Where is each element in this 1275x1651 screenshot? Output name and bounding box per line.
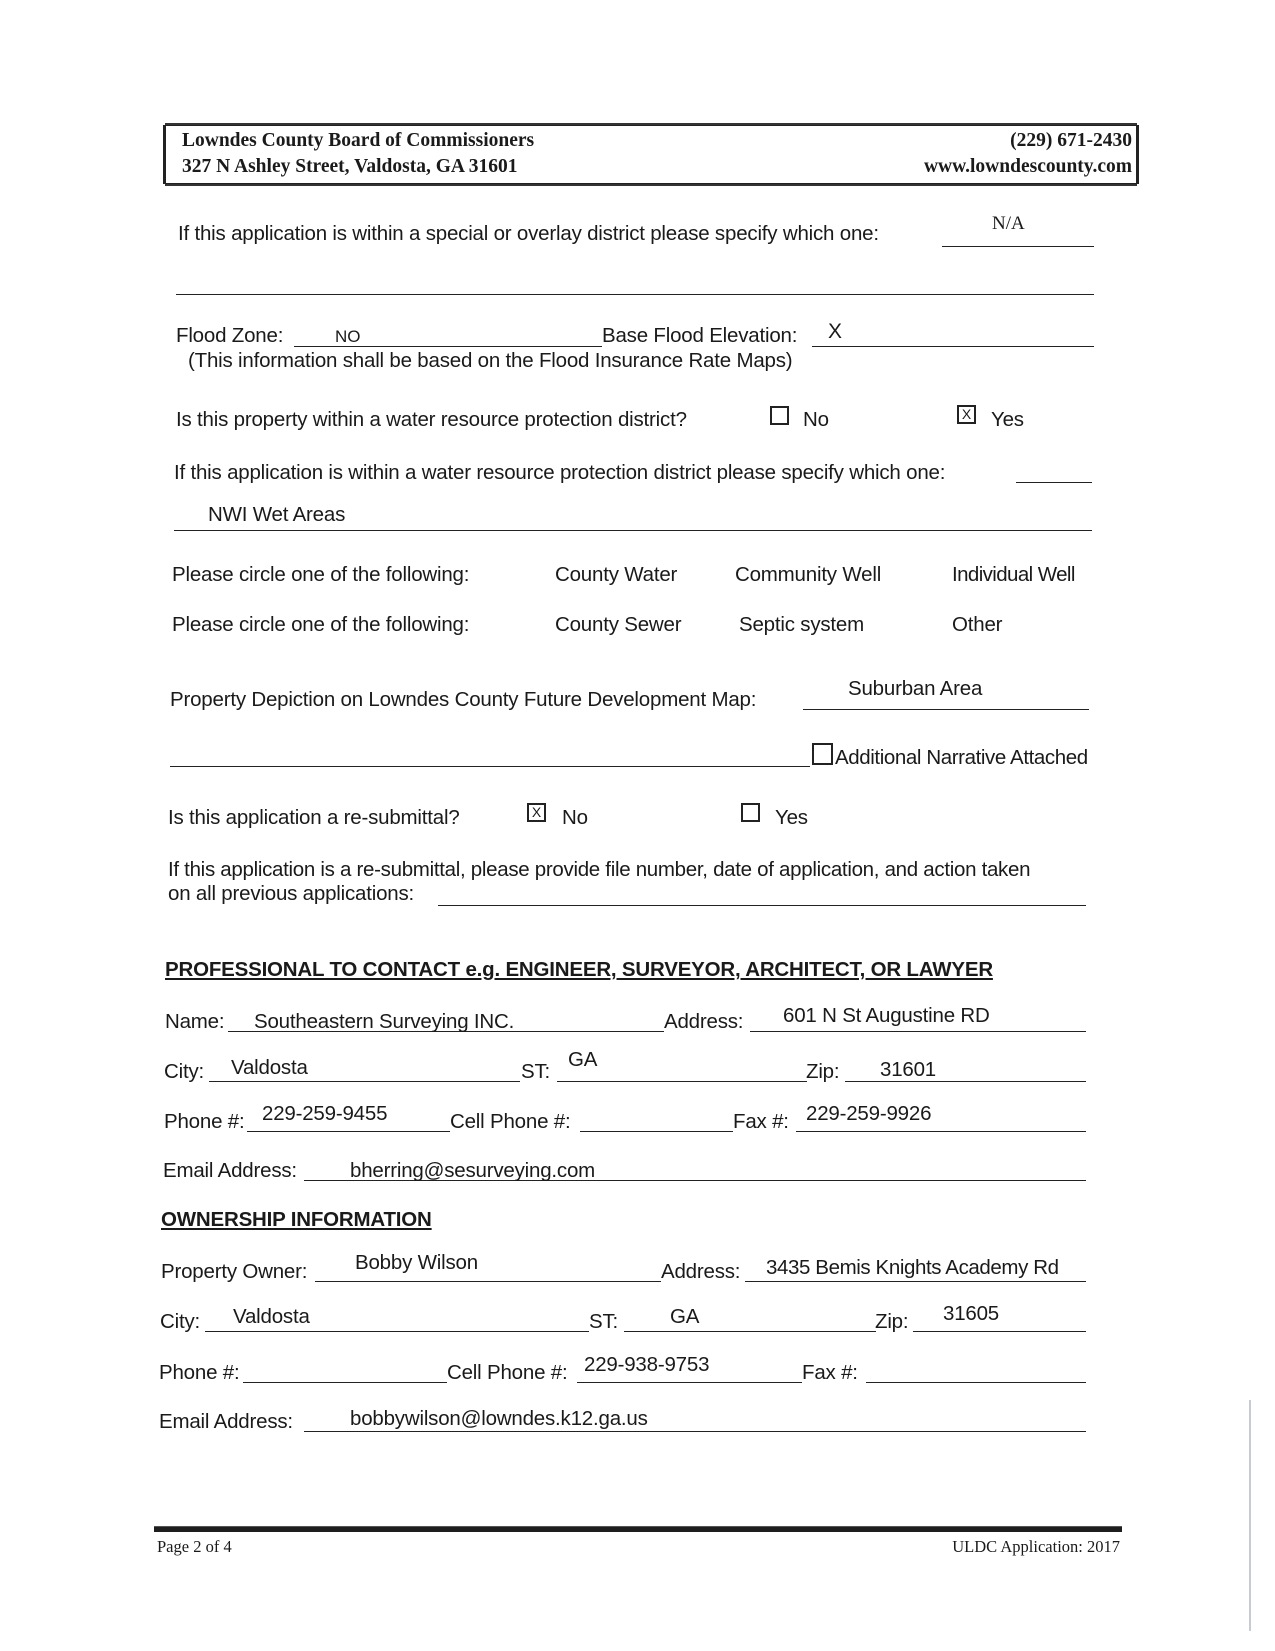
resubmittal-yes-checkbox[interactable] [741,803,760,822]
water-district-yes-label: Yes [991,408,1024,431]
owner-address-value[interactable]: 3435 Bemis Knights Academy Rd [766,1256,1059,1279]
owner-email-line[interactable] [304,1431,1086,1432]
professional-address-value[interactable]: 601 N St Augustine RD [783,1004,990,1027]
professional-zip-value[interactable]: 31601 [880,1058,937,1081]
owner-line[interactable] [315,1281,661,1282]
owner-city-value[interactable]: Valdosta [233,1305,310,1328]
owner-value[interactable]: Bobby Wilson [355,1251,478,1274]
owner-address-label: Address: [661,1260,741,1283]
owner-st-line[interactable] [624,1331,876,1332]
professional-city-label: City: [164,1060,205,1083]
resubmittal-details-line2: on all previous applications: [168,882,415,905]
professional-st-line[interactable] [557,1081,807,1082]
resubmittal-details-line[interactable] [438,905,1086,906]
base-flood-elevation-value[interactable]: X [828,320,843,343]
owner-fax-label: Fax #: [802,1361,858,1384]
professional-st-value[interactable]: GA [568,1048,598,1071]
resubmittal-no-checkbox[interactable]: X [527,803,546,822]
professional-zip-label: Zip: [806,1060,840,1083]
professional-fax-label: Fax #: [733,1110,789,1133]
overlay-value[interactable]: N/A [992,213,1025,234]
water-source-label: Please circle one of the following: [172,563,470,586]
footer-rule [154,1526,1122,1532]
professional-name-value[interactable]: Southeastern Surveying INC. [254,1010,515,1033]
professional-fax-line[interactable] [796,1131,1086,1132]
overlay-extra-line[interactable] [176,294,1094,295]
resubmittal-yes-label: Yes [775,806,808,829]
resubmittal-no-label: No [562,806,588,829]
form-id: ULDC Application: 2017 [952,1537,1120,1556]
org-name: Lowndes County Board of Commissioners [182,130,535,151]
professional-city-value[interactable]: Valdosta [231,1056,308,1079]
professional-phone-value[interactable]: 229-259-9455 [262,1102,388,1125]
owner-fax-line[interactable] [866,1382,1086,1383]
owner-zip-value[interactable]: 31605 [943,1302,1000,1325]
future-map-value[interactable]: Suburban Area [848,677,983,700]
professional-st-label: ST: [521,1060,551,1083]
professional-address-line[interactable] [750,1031,1086,1032]
option-community-well[interactable]: Community Well [735,563,882,586]
option-county-sewer[interactable]: County Sewer [555,613,682,636]
additional-narrative-checkbox[interactable] [812,743,833,765]
overlay-field-line[interactable] [942,246,1094,247]
future-map-line[interactable] [803,709,1089,710]
sewer-source-label: Please circle one of the following: [172,613,470,636]
owner-phone-label: Phone #: [159,1361,240,1384]
water-district-specify-label: If this application is within a water resource protection district please specify which one: [174,461,946,484]
owner-cell-label: Cell Phone #: [447,1361,568,1384]
resubmittal-question: Is this application a re-submittal? [168,806,460,829]
owner-address-line[interactable] [745,1281,1086,1282]
professional-heading: PROFESSIONAL TO CONTACT e.g. ENGINEER, SURVEYOR, ARCHITECT, OR LAWYER [165,958,993,981]
professional-cell-label: Cell Phone #: [450,1110,571,1133]
resubmittal-details-line1: If this application is a re-submittal, please provide file number, date of application, and action taken [168,858,1031,881]
future-map-extra-line[interactable] [170,766,810,767]
org-website: www.lowndescounty.com [923,156,1132,177]
professional-email-value[interactable]: bherring@sesurveying.com [350,1159,596,1182]
professional-city-line[interactable] [209,1081,520,1082]
ownership-heading: OWNERSHIP INFORMATION [161,1208,432,1231]
water-district-question: Is this property within a water resource protection district? [176,408,687,431]
water-district-specify-line-2 [174,530,1092,531]
water-district-yes-checkbox[interactable]: X [957,405,976,424]
owner-cell-value[interactable]: 229-938-9753 [584,1353,710,1376]
option-other[interactable]: Other [952,613,1003,636]
owner-email-label: Email Address: [159,1410,293,1433]
owner-st-value[interactable]: GA [670,1305,700,1328]
option-septic-system[interactable]: Septic system [739,613,864,636]
professional-address-label: Address: [664,1010,744,1033]
flood-zone-value[interactable]: NO [335,327,361,346]
professional-phone-label: Phone #: [164,1110,245,1133]
additional-narrative-label: Additional Narrative Attached [835,746,1088,769]
flood-note: (This information shall be based on the Flood Insurance Rate Maps) [188,349,793,372]
owner-city-line[interactable] [205,1331,589,1332]
future-map-label: Property Depiction on Lowndes County Future Development Map: [170,688,757,711]
professional-name-label: Name: [165,1010,225,1033]
option-individual-well[interactable]: Individual Well [952,563,1075,586]
owner-label: Property Owner: [161,1260,308,1283]
org-phone: (229) 671-2430 [1010,130,1132,151]
overlay-label: If this application is within a special or overlay district please specify which one: [178,222,879,245]
owner-st-label: ST: [589,1310,619,1333]
water-district-no-label: No [803,408,829,431]
option-county-water[interactable]: County Water [555,563,678,586]
professional-email-label: Email Address: [163,1159,297,1182]
professional-fax-value[interactable]: 229-259-9926 [806,1102,932,1125]
org-address: 327 N Ashley Street, Valdosta, GA 31601 [182,156,518,177]
professional-cell-line[interactable] [580,1131,733,1132]
page-number: Page 2 of 4 [157,1537,232,1556]
owner-zip-line[interactable] [913,1331,1086,1332]
owner-email-value[interactable]: bobbywilson@lowndes.k12.ga.us [350,1407,648,1430]
owner-zip-label: Zip: [875,1310,909,1333]
owner-cell-line[interactable] [577,1382,802,1383]
base-flood-elevation-label: Base Flood Elevation: [602,324,798,347]
professional-phone-line[interactable] [247,1131,450,1132]
water-district-specify-line[interactable] [1016,482,1092,483]
base-flood-elevation-line[interactable] [812,346,1094,347]
flood-zone-label: Flood Zone: [176,324,284,347]
owner-city-label: City: [160,1310,201,1333]
water-district-specify-value[interactable]: NWI Wet Areas [208,503,346,526]
owner-phone-line[interactable] [243,1382,447,1383]
water-district-no-checkbox[interactable] [770,406,789,425]
scan-edge-artifact [1249,1400,1251,1631]
